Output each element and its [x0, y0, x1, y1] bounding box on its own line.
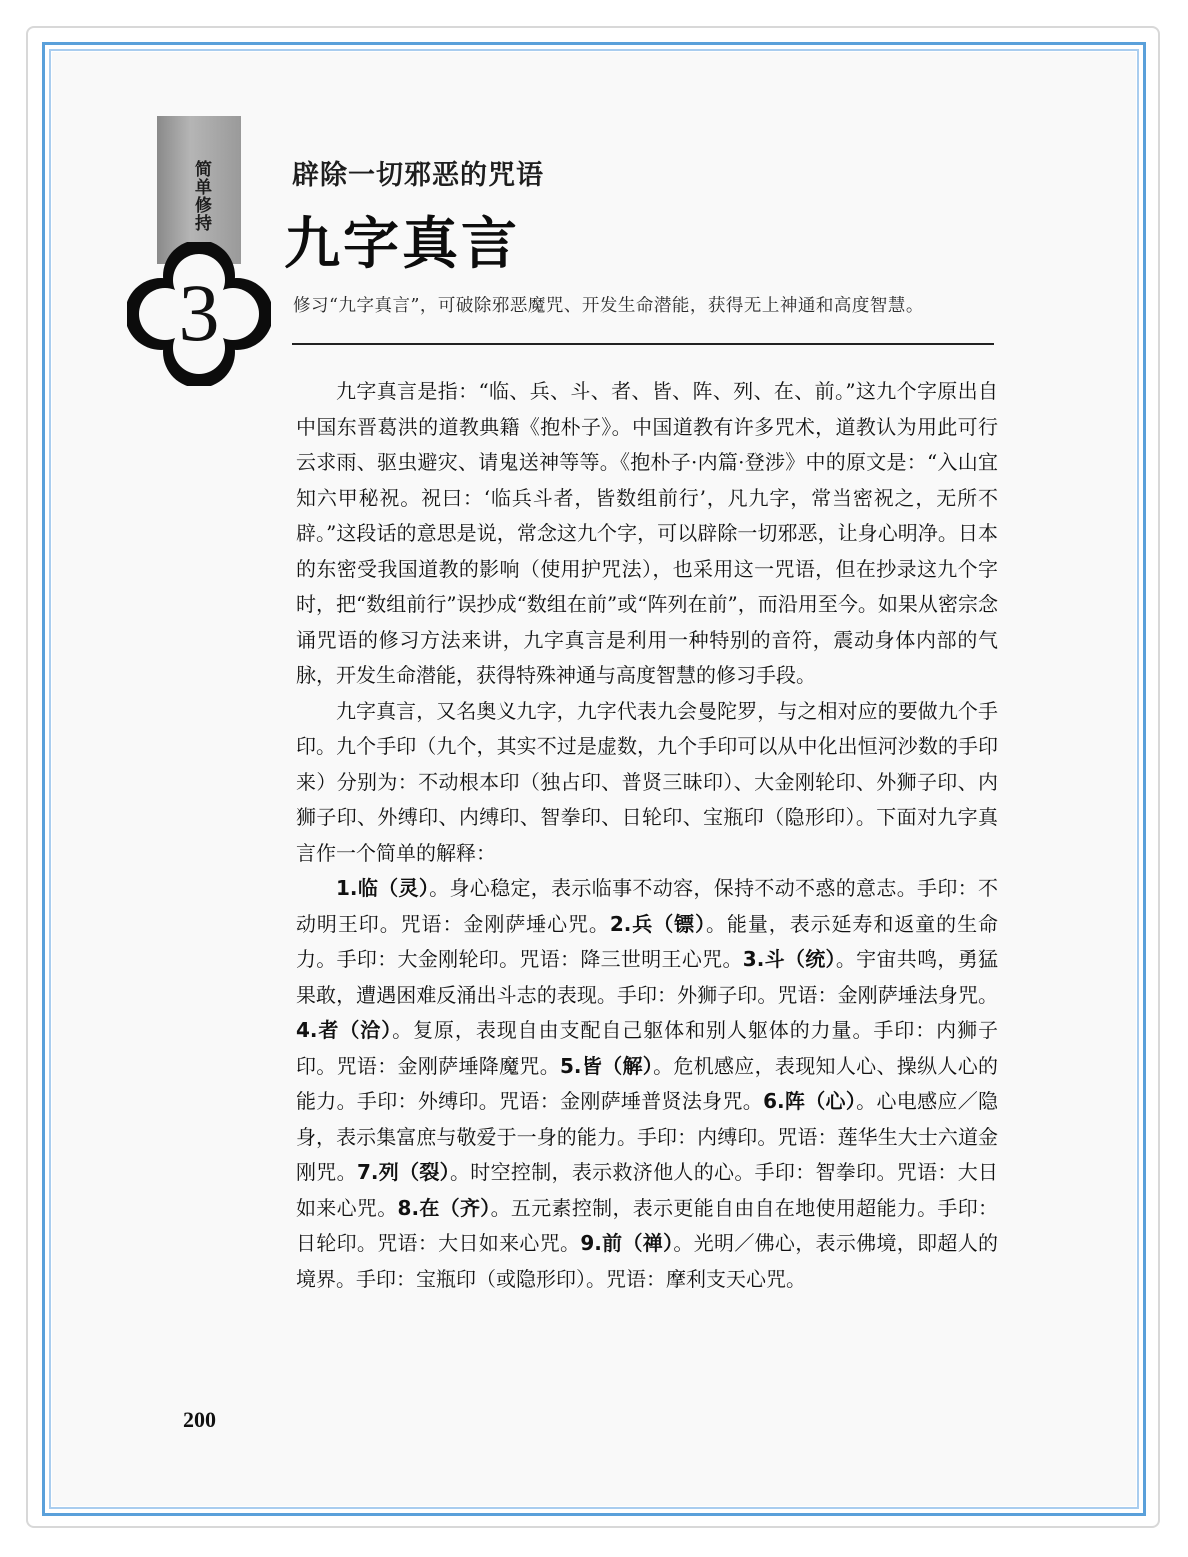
item-text: 。五元素控制，表示更能自由自在地使用超能力。手印：日轮印。咒语：大日如来心咒。 [296, 1195, 999, 1255]
paragraph-intro: 九字真言是指：“临、兵、斗、者、皆、阵、列、在、前。”这九个字原出自中国东晋葛洪的道教典籍《抱朴子》。中国道教有许多咒术，道教认为用此可行云求雨、驱虫避灾、请鬼送神等等。《抱朴子·内篇·登涉》中的原文是：“入山宜知六甲秘祝。祝曰：‘临兵斗者，皆数组前行’，凡九字，常当密祝之，无所不辟。”这段话的意思是说，常念这九个字，可以辟除一切邪恶，让身心明净。日本的东密受我国道教的影响（使用护咒法），也采用这一咒语，但在抄录这九个字时，把“数组前行”误抄成“数组在前”或“阵列在前”，而沿用至今。如果从密宗念诵咒语的修习方法来讲，九字真言是利用一种特别的音符，震动身体内部的气脉，开发生命潜能，获得特殊神通与高度智慧的修习手段。 [296, 379, 998, 687]
item-text: 。危机感应，表现知人心、操纵人心的能力。手印：外缚印。咒语：金刚萨埵普贤法身咒。 [296, 1053, 999, 1113]
chapter-number: 3 [178, 267, 220, 358]
item-heading: 4.者（洽） [296, 1018, 393, 1042]
item-text: 。能量，表示延寿和返童的生命力。手印：大金刚轮印。咒语：降三世明王心咒。 [296, 911, 999, 971]
item-heading: 6.阵（心） [763, 1089, 857, 1113]
paragraph-items [296, 871, 998, 1297]
chapter-title: 九字真言 [284, 211, 520, 277]
item-heading: 2.兵（镖） [609, 911, 706, 936]
item-heading: 3.斗（统） [742, 947, 836, 971]
paragraph-mudras: 九字真言，又名奥义九字，九字代表九会曼陀罗，与之相对应的要做九个手印。九个手印（九个，其实不过是虚数，九个手印可以从中化出恒河沙数的手印来）分别为：不动根本印（独占印、普贤三昧印）、大金刚轮印、外狮子印、内狮子印、外缚印、内缚印、智拳印、日轮印、宝瓶印（隐形印）。下面对九字真言作一个简单的解释： [296, 698, 998, 865]
chapter-subtitle: 辟除一切邪恶的咒语 [292, 160, 544, 191]
item-heading: 5.皆（解） [560, 1053, 654, 1078]
item-text: 。宇宙共鸣，勇猛果敢，遭遇困难反涌出斗志的表现。手印：外狮子印。咒语：金刚萨埵法身咒。 [296, 947, 999, 1007]
title-divider [292, 343, 994, 345]
item-heading: 7.列（裂） [356, 1160, 450, 1184]
item-text: 。身心稳定，表示临事不动容，保持不动不惑的意志。手印：不动明王印。咒语：金刚萨埵心咒。 [296, 876, 999, 936]
chapter-summary: 修习“九字真言”，可破除邪恶魔咒、开发生命潜能，获得无上神通和高度智慧。 [293, 296, 924, 316]
section-tab-label: 简单修持 [191, 160, 211, 232]
item-text: 。心电感应／隐身，表示集富庶与敬爱于一身的能力。手印：内缚印。咒语：莲华生大士六道金刚咒。 [296, 1089, 999, 1184]
item-text: 。复原，表现自由支配自己躯体和别人躯体的力量。手印：内狮子印。咒语：金刚萨埵降魔咒。 [296, 1018, 999, 1078]
item-heading: 8.在（齐） [397, 1195, 491, 1220]
item-heading: 1.临（灵） [336, 876, 430, 900]
item-heading: 9.前（禅） [580, 1231, 674, 1255]
page-number: 200 [183, 1407, 216, 1432]
item-text: 。时空控制，表示救济他人的心。手印：智拳印。咒语：大日如来心咒。 [296, 1160, 999, 1220]
body-text [296, 374, 998, 1297]
item-text: 。光明／佛心，表示佛境，即超人的境界。手印：宝瓶印（或隐形印）。咒语：摩利支天心咒。 [296, 1231, 999, 1291]
